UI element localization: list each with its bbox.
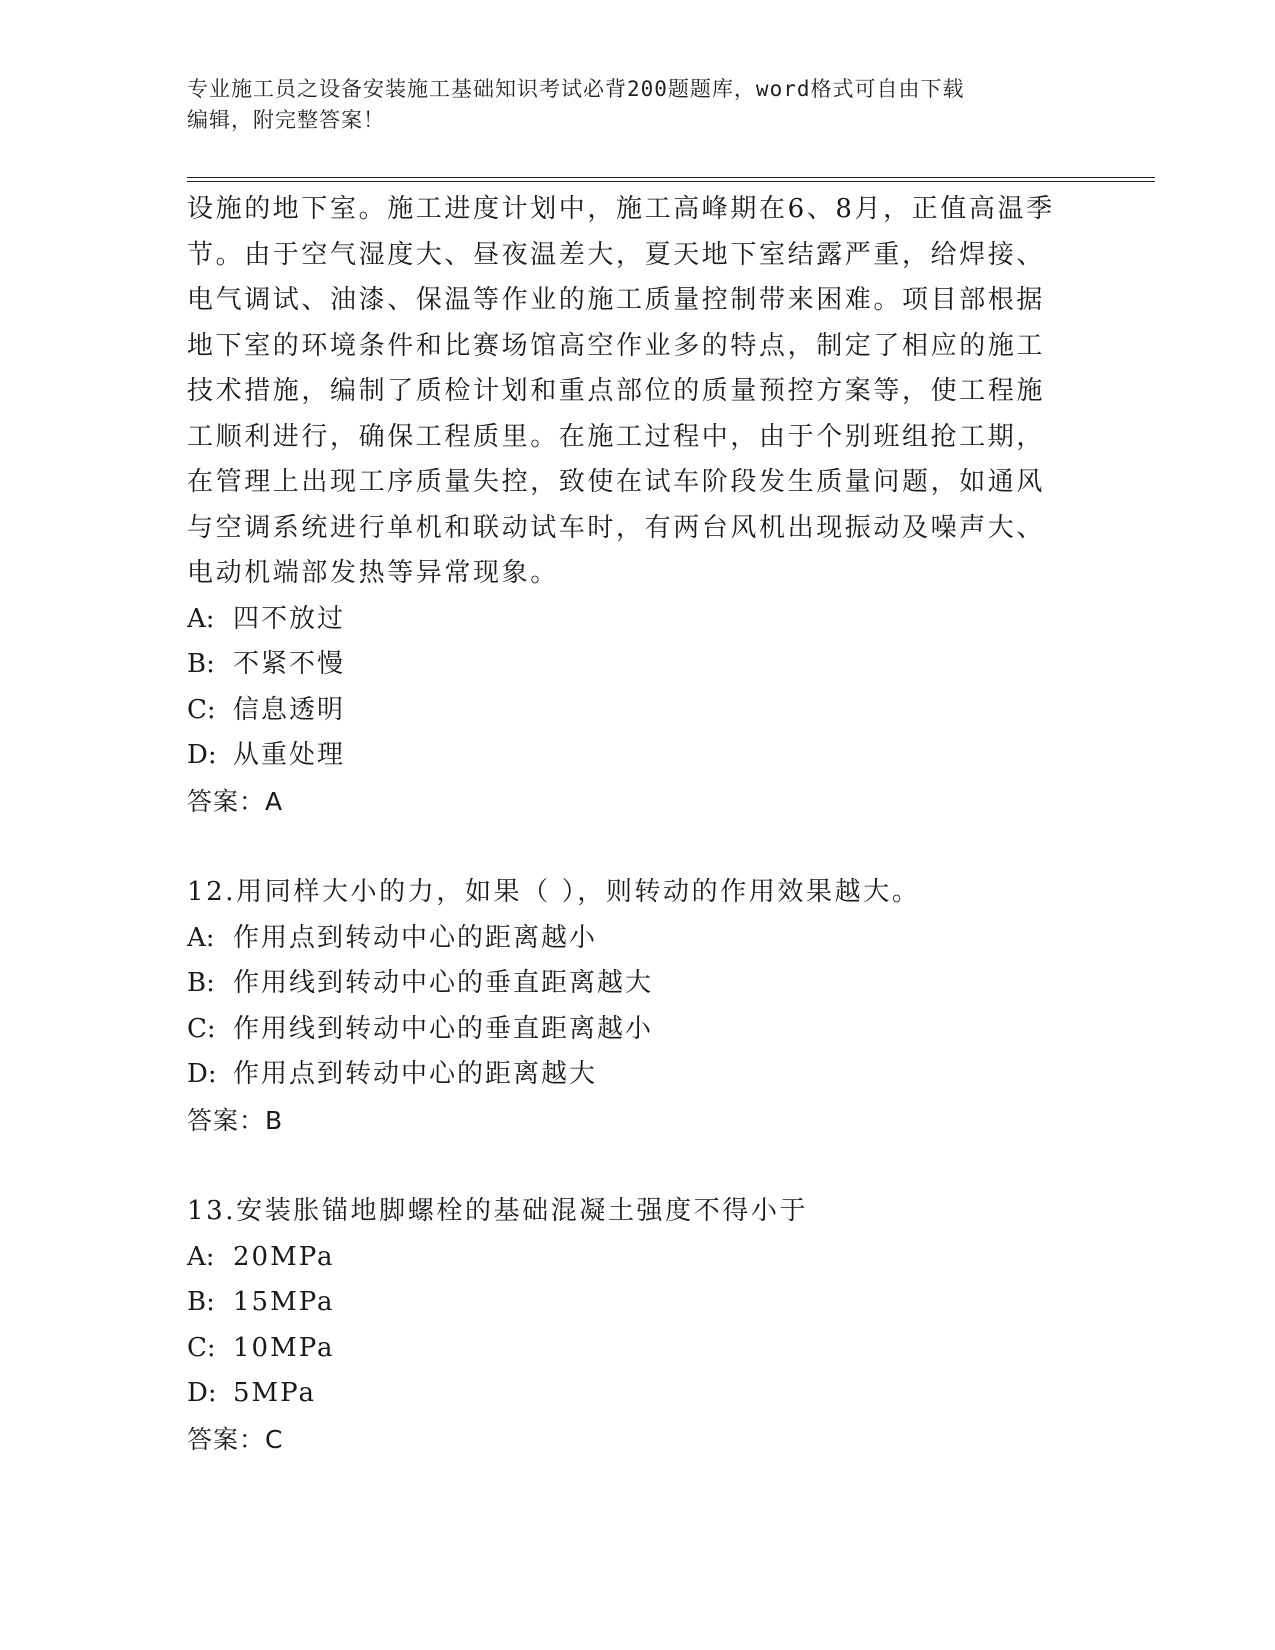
option-letter: C: [187,1332,216,1363]
question-12 [187,870,1087,1143]
option-d [187,733,1087,779]
option-text: 5MPa [233,1378,316,1408]
question-title: 13.安装胀锚地脚螺栓的基础混凝土强度不得小于 [187,1196,809,1226]
option-b [187,1280,1087,1326]
passage-line: 与空调系统进行单机和联动试车时，有两台风机出现振动及噪声大、 [187,512,1046,543]
option-text: 作用线到转动中心的垂直距离越大 [233,968,654,998]
passage-line: 节。由于空气湿度大、昼夜温差大，夏天地下室结露严重，给焊接、 [187,239,1046,270]
spacer [187,824,1087,870]
option-letter: B: [187,649,215,679]
passage-line: 在管理上出现工序质量失控，致使在试车阶段发生质量问题，如通风 [187,467,1046,497]
option-c [187,1007,1087,1053]
option-a [187,916,1087,962]
option-d [187,1052,1087,1098]
option-text: 15MPa [233,1287,335,1317]
option-text: 信息透明 [233,694,346,725]
option-text: 10MPa [233,1332,335,1363]
header-title-line-2: 编辑，附完整答案！ [187,108,385,132]
document-body [187,187,1087,1462]
passage-line: 技术措施，编制了质检计划和重点部位的质量预控方案等，使工程施 [187,376,1046,406]
option-letter: A: [187,603,215,634]
option-text: 20MPa [233,1241,335,1272]
answer-line: 答案：C [187,1424,284,1454]
option-b [187,642,1087,688]
option-letter: C: [187,1013,216,1044]
option-c [187,688,1087,734]
option-b [187,961,1087,1007]
option-a [187,1235,1087,1281]
option-letter: D: [187,1059,217,1089]
passage-line: 电动机端部发热等异常现象。 [187,558,559,588]
passage-line: 设施的地下室。施工进度计划中，施工高峰期在6、8月，正值高温季 [187,194,1055,224]
question-11-continued [187,187,1087,824]
header-rule-top [187,177,1155,178]
option-text: 作用线到转动中心的垂直距离越小 [233,1013,654,1044]
question-title: 12.用同样大小的力，如果（ ），则转动的作用效果越大。 [187,877,921,907]
passage-line: 电气调试、油漆、保温等作业的施工质量控制带来困难。项目部根据 [187,285,1046,315]
passage-line: 工顺利进行，确保工程质里。在施工过程中，由于个别班组抢工期， [187,421,1046,452]
option-text: 作用点到转动中心的距离越大 [233,1059,598,1089]
passage-line: 地下室的环境条件和比赛场馆高空作业多的特点，制定了相应的施工 [187,330,1046,361]
option-letter: A: [187,1241,215,1272]
option-letter: A: [187,922,215,953]
option-letter: C: [187,694,216,725]
option-text: 不紧不慢 [233,649,346,679]
answer-line: 答案：A [187,786,284,816]
question-13 [187,1189,1087,1462]
option-text: 四不放过 [233,603,346,634]
option-letter: D: [187,1378,217,1408]
answer-line: 答案：B [187,1105,284,1135]
header-rule-bottom [187,181,1155,182]
header-title-line-1: 专业施工员之设备安装施工基础知识考试必背200题题库，word格式可自由下载 [187,77,965,101]
spacer [187,1143,1087,1189]
option-c [187,1326,1087,1372]
page-header [187,74,1067,136]
option-a [187,597,1087,643]
option-text: 从重处理 [233,740,346,770]
option-d [187,1371,1087,1417]
option-letter: B: [187,968,215,998]
option-letter: B: [187,1287,215,1317]
option-text: 作用点到转动中心的距离越小 [233,922,598,953]
option-letter: D: [187,740,217,770]
